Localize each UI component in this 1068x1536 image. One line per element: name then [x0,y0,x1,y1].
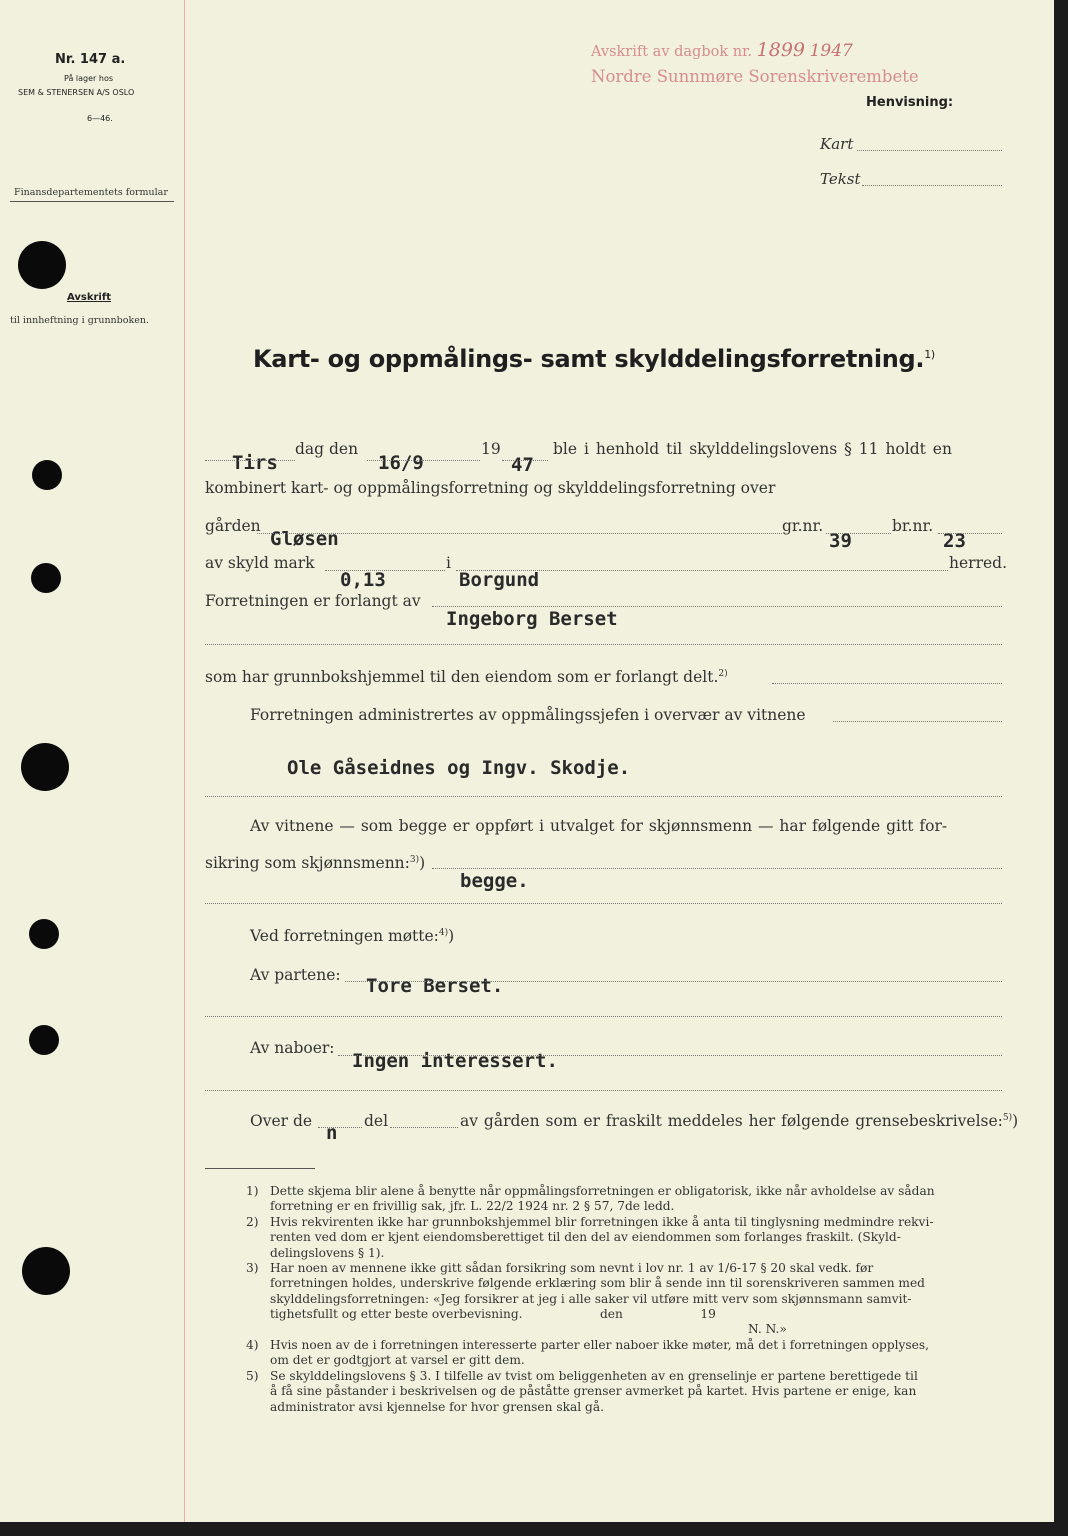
vitne-line2: sikring som skjønnsmenn:$^{3)}$) [205,854,426,872]
footnote-number: 5) [246,1369,259,1383]
del-label: del [364,1112,389,1130]
day-line [205,460,295,461]
skyld-label: av skyld mark [205,554,315,572]
partene-line [345,981,1002,982]
footnote-1 [248,1184,1002,1215]
title-footnote-ref: 1) [924,348,935,361]
herred-label: herred. [949,554,1007,572]
punch-hole [21,743,69,791]
grense-sentence: av gården som er fraskilt meddeles her følgende grensebeskrivelse: [460,1112,1003,1130]
document-title [253,345,935,373]
footnote-signature: N. N.» [748,1322,787,1337]
admin-text: Forretningen administrertes av oppmålingssjefen i overvær av vitnene [250,706,806,724]
grense-text: av gården som er fraskilt meddeles her følgende grensebeskrivelse:$^{5)}$) [460,1112,1019,1130]
footnote-5 [248,1369,1002,1415]
avskrift-note: til innheftning i grunnboken. [10,315,149,326]
grnr-line [826,533,891,534]
garden-line [257,533,782,534]
footnote-line: forretningen holdes, underskrive følgende erklæring som blir å sende inn til sorenskriveren sammen med [270,1276,925,1291]
naboer-blank-line [205,1090,1002,1091]
footnote-line: om det er godtgjort at varsel er gitt dem. [270,1353,525,1368]
garden-value: Gløsen [270,528,339,550]
stamp-prefix: Avskrift av dagbok nr. [591,44,753,60]
mott-footnote-ref: 4) [438,927,449,938]
witnesses-line2 [205,796,1002,797]
herred-value: Borgund [459,569,540,591]
witnesses-value: Ole Gåseidnes og Ingv. Skodje. [287,757,631,779]
naboer-line [338,1055,1002,1056]
herred-line [456,570,948,571]
grunnbok-line [772,683,1002,684]
tekst-label: Tekst [820,170,861,188]
garden-label: gården [205,517,261,535]
formular-label: Finansdepartementets formular [14,187,168,198]
printer-line2: SEM & STENERSEN A/S OSLO [18,88,135,97]
brnr-value: 23 [943,530,966,552]
partene-blank-line [205,1016,1002,1017]
over-value: n [326,1122,338,1144]
printer-line1: På lager hos [64,74,113,83]
footnote-line: delingslovens § 1). [270,1245,385,1260]
punch-hole [29,919,59,949]
blank-line [205,644,1002,645]
footnote-line: Se skylddelingslovens § 3. I tilfelle av tvist om beliggenheten av en grenselinje er partene berettigede til [270,1369,918,1383]
vitne-footnote-ref: 3) [409,854,420,865]
mott-label: Ved forretningen møtte:$^{4)}$) [250,927,455,945]
stamp-line2: Nordre Sunnmøre Sorenskriverembete [591,67,919,86]
kart-line [857,150,1002,151]
date-line [367,460,480,461]
date-code: 6—46. [87,114,113,123]
stamp-line1 [591,39,853,61]
year-prefix: 19 [481,440,501,458]
footnote-rule [205,1168,315,1169]
punch-hole [18,241,66,289]
footnote-line: forretning er en frivillig sak, jfr. L. 22/2 1924 nr. 2 § 57, 7de ledd. [270,1199,675,1214]
footnote-line: renten ved dom er kjent eiendomsberettiget til den del av eiendommen som forlanges fraskilt. (Skyld- [270,1230,901,1245]
stamp-year: 1947 [809,41,853,61]
margin-rule [184,0,185,1522]
naboer-label: Av naboer: [250,1039,335,1057]
punch-hole [22,1247,70,1295]
vitne-text: sikring som skjønnsmenn: [205,854,410,872]
punch-hole [29,1025,59,1055]
punch-hole [32,460,62,490]
year-line [502,460,548,461]
day-label: dag den [295,440,359,458]
day-value: Tirs [232,452,278,474]
forlangt-label: Forretningen er forlangt av [205,592,421,610]
partene-value: Tore Berset. [366,975,504,997]
grunnbok-footnote-ref: 2) [718,668,728,679]
date-value: 16/9 [378,452,424,474]
grnr-label: gr.nr. [782,517,824,535]
avskrift-label: Avskrift [67,292,111,303]
grunnbok-sentence: som har grunnbokshjemmel til den eiendom som er forlangt delt. [205,668,719,686]
footnote-3 [248,1261,1002,1337]
footnote-2 [248,1215,1002,1261]
vitne-line [432,868,1002,869]
footnote-line: å få sine påstander i beskrivelsen og de påståtte grenser avmerket på kartet. Hvis partene er enige, kan [270,1384,917,1399]
footnote-number: 1) [246,1184,259,1198]
margin-divider [10,201,174,202]
footnote-4 [248,1338,1002,1369]
brnr-label: br.nr. [892,517,934,535]
over-label: Over de [250,1112,313,1130]
title-text: Kart- og oppmålings- samt skylddelingsforretning. [253,345,925,373]
stamp-dagbok-number: 1899 [756,39,805,61]
footnote-number: 2) [246,1215,259,1229]
punch-hole [31,563,61,593]
vitne-blank-line [205,903,1002,904]
footnote-number: 4) [246,1338,259,1352]
admin-line [833,721,1002,722]
tekst-line [862,185,1002,186]
footnote-line: tighetsfullt og etter beste overbevisning. den 19 [270,1306,716,1321]
form-number: Nr. 147 a. [55,52,126,67]
del-line [390,1127,458,1128]
footnote-line: Dette skjema blir alene å benytte når oppmålingsforretningen er obligatorisk, ikke når avholdelse av sådan [270,1184,935,1198]
kart-label: Kart [820,135,854,153]
skyld-line [325,570,445,571]
grense-footnote-ref: 5) [1002,1112,1013,1123]
vitne-value: begge. [460,870,529,892]
naboer-value: Ingen interessert. [352,1050,558,1072]
forlangt-value: Ingeborg Berset [446,608,618,630]
grunnbok-text [205,668,728,686]
partene-label: Av partene: [250,966,341,984]
footnote-line: Hvis noen av de i forretningen interesserte parter eller naboer ikke møter, må det i forretningen opplyses, [270,1338,930,1352]
brnr-line [938,533,1002,534]
footnote-line: administrator avsi kjennelse for hvor grensen skal gå. [270,1399,604,1414]
footnote-line: Hvis rekvirenten ikke har grunnbokshjemmel blir forretningen ikke å anta til tinglysning medmindre rekvi- [270,1215,934,1229]
line1-tail: ble i henhold til skylddelingslovens § 11 holdt en [553,440,952,458]
henvisning-label: Henvisning: [866,95,954,110]
footnote-line: Har noen av mennene ikke gitt sådan forsikring som nevnt i lov nr. 1 av 1/6-17 § 20 skal vedk. før [270,1261,874,1275]
footnote-number: 3) [246,1261,259,1275]
i-label: i [446,554,451,572]
over-line [318,1127,362,1128]
line2-text: kombinert kart- og oppmålingsforretning og skylddelingsforretning over [205,479,776,497]
mott-text: Ved forretningen møtte: [250,927,439,945]
year-value: 47 [511,454,534,476]
vitne-line1: Av vitnene — som begge er oppført i utvalget for skjønnsmenn — har følgende gitt for- [250,817,948,835]
forlangt-line [432,606,1002,607]
footnote-line: skylddelingsforretningen: «Jeg forsikrer at jeg i alle saker vil utføre mitt verv som skjønnsmann samvit- [270,1291,912,1306]
grnr-value: 39 [829,530,852,552]
skyld-value: 0,13 [340,569,386,591]
